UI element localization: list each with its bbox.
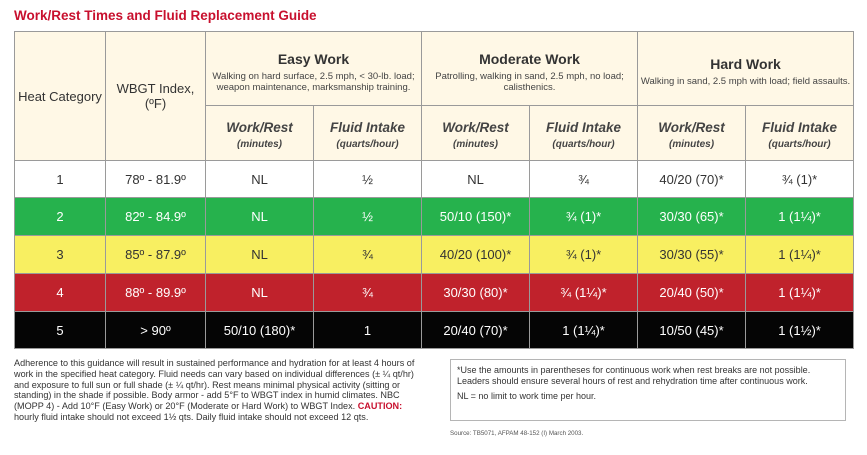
source-citation: Source: TB5071, AFPAM 48-152 (I) March 2003. (450, 430, 584, 437)
hard-fluid-cell: 1 (1¼)* (746, 198, 854, 236)
hard-work-title: Hard Work (710, 56, 781, 72)
hard-work-rest-cell: 30/30 (55)* (638, 236, 746, 274)
caution-text: hourly fluid intake should not exceed 1½ qts. Daily fluid intake should not exceed 12 qts. (14, 411, 369, 422)
hard-work-description: Walking in sand, 2.5 mph with load; field assaults. (640, 76, 851, 87)
moderate-work-rest-cell: 50/10 (150)* (422, 198, 530, 236)
moderate-work-title: Moderate Work (479, 50, 580, 67)
easy-fluid-cell: 1 (314, 312, 422, 349)
table-row (15, 274, 854, 312)
easy-work-title: Easy Work (277, 50, 350, 67)
wbgt-cell: 88º - 89.9º (106, 274, 206, 312)
easy-fluid-intake-header: Fluid Intake (quarts/hour) (314, 106, 422, 161)
moderate-fluid-cell: 1 (1¼)* (530, 312, 638, 349)
easy-work-description: Walking on hard surface, 2.5 mph, < 30-lb. load; weapon maintenance, marksmanship training. (212, 70, 415, 93)
table-row (15, 312, 854, 349)
continuous-work-note (450, 359, 846, 421)
work-rest-table (14, 31, 854, 349)
moderate-fluid-cell: ¾ (1¼)* (530, 274, 638, 312)
hard-work-rest-cell: 30/30 (65)* (638, 198, 746, 236)
hard-fluid-cell: 1 (1¼)* (746, 274, 854, 312)
easy-work-rest-cell: NL (206, 198, 314, 236)
hard-work-rest-header: Work/Rest (minutes) (638, 106, 746, 161)
wbgt-cell: 85º - 87.9º (106, 236, 206, 274)
wbgt-cell: 82º - 84.9º (106, 198, 206, 236)
easy-fluid-cell: ¾ (314, 236, 422, 274)
moderate-work-description: Patrolling, walking in sand, 2.5 mph, no load; calisthenics. (435, 70, 624, 93)
easy-fluid-cell: ¾ (314, 274, 422, 312)
moderate-fluid-intake-header: Fluid Intake (quarts/hour) (530, 106, 638, 161)
caution-label: CAUTION: (357, 401, 403, 412)
wbgt-cell: > 90º (106, 312, 206, 349)
nl-definition: NL = no limit to work time per hour. (457, 391, 596, 402)
wbgt-cell: 78º - 81.9º (106, 161, 206, 198)
easy-work-rest-header: Work/Rest (minutes) (206, 106, 314, 161)
moderate-fluid-cell: ¾ (1)* (530, 198, 638, 236)
table-row (15, 236, 854, 274)
easy-work-rest-cell: NL (206, 274, 314, 312)
hard-work-rest-cell: 20/40 (50)* (638, 274, 746, 312)
heat-category-cell: 4 (15, 274, 106, 312)
guidance-note (14, 358, 422, 423)
guidance-text: Adherence to this guidance will result in sustained performance and hydration for at least 4 hours of work in the specified heat category. Fluid needs can vary based on individual differences (± ¼ qt/hr) and exposure to full sun or full shade (± ¼ qt/hr). Rest means minimal physical activity (sitting or standing) in the shade if possible. Body armor - add 5°F to WBGT index in humid climates. NBC (MOPP 4) - Add 10°F (Easy Work) or 20°F (Moderate or Hard Work) to WBGT Index. (14, 358, 415, 412)
wbgt-index-header: WBGT Index, (ºF) (106, 32, 206, 161)
page-title: Work/Rest Times and Fluid Replacement Guide (14, 8, 317, 23)
hard-fluid-cell: ¾ (1)* (746, 161, 854, 198)
hard-work-rest-cell: 40/20 (70)* (638, 161, 746, 198)
moderate-work-rest-cell: 20/40 (70)* (422, 312, 530, 349)
heat-category-cell: 1 (15, 161, 106, 198)
moderate-fluid-cell: ¾ (530, 161, 638, 198)
heat-category-cell: 3 (15, 236, 106, 274)
hard-fluid-intake-header: Fluid Intake (quarts/hour) (746, 106, 854, 161)
hard-work-header (638, 32, 854, 106)
moderate-fluid-cell: ¾ (1)* (530, 236, 638, 274)
hard-fluid-cell: 1 (1¼)* (746, 236, 854, 274)
easy-work-rest-cell: NL (206, 161, 314, 198)
easy-fluid-cell: ½ (314, 161, 422, 198)
heat-category-cell: 5 (15, 312, 106, 349)
easy-work-header (206, 32, 422, 106)
moderate-work-rest-cell: NL (422, 161, 530, 198)
table-row (15, 198, 854, 236)
moderate-work-rest-header: Work/Rest (minutes) (422, 106, 530, 161)
table-row (15, 161, 854, 198)
moderate-work-rest-cell: 40/20 (100)* (422, 236, 530, 274)
easy-work-rest-cell: 50/10 (180)* (206, 312, 314, 349)
heat-category-header: Heat Category (15, 32, 106, 161)
hard-work-rest-cell: 10/50 (45)* (638, 312, 746, 349)
moderate-work-header (422, 32, 638, 106)
easy-work-rest-cell: NL (206, 236, 314, 274)
easy-fluid-cell: ½ (314, 198, 422, 236)
hard-fluid-cell: 1 (1½)* (746, 312, 854, 349)
moderate-work-rest-cell: 30/30 (80)* (422, 274, 530, 312)
continuous-work-text: *Use the amounts in parentheses for continuous work when rest breaks are not possible. Leaders should ensure several hours of rest and rehydration time after continuous work. (457, 365, 811, 386)
heat-category-cell: 2 (15, 198, 106, 236)
